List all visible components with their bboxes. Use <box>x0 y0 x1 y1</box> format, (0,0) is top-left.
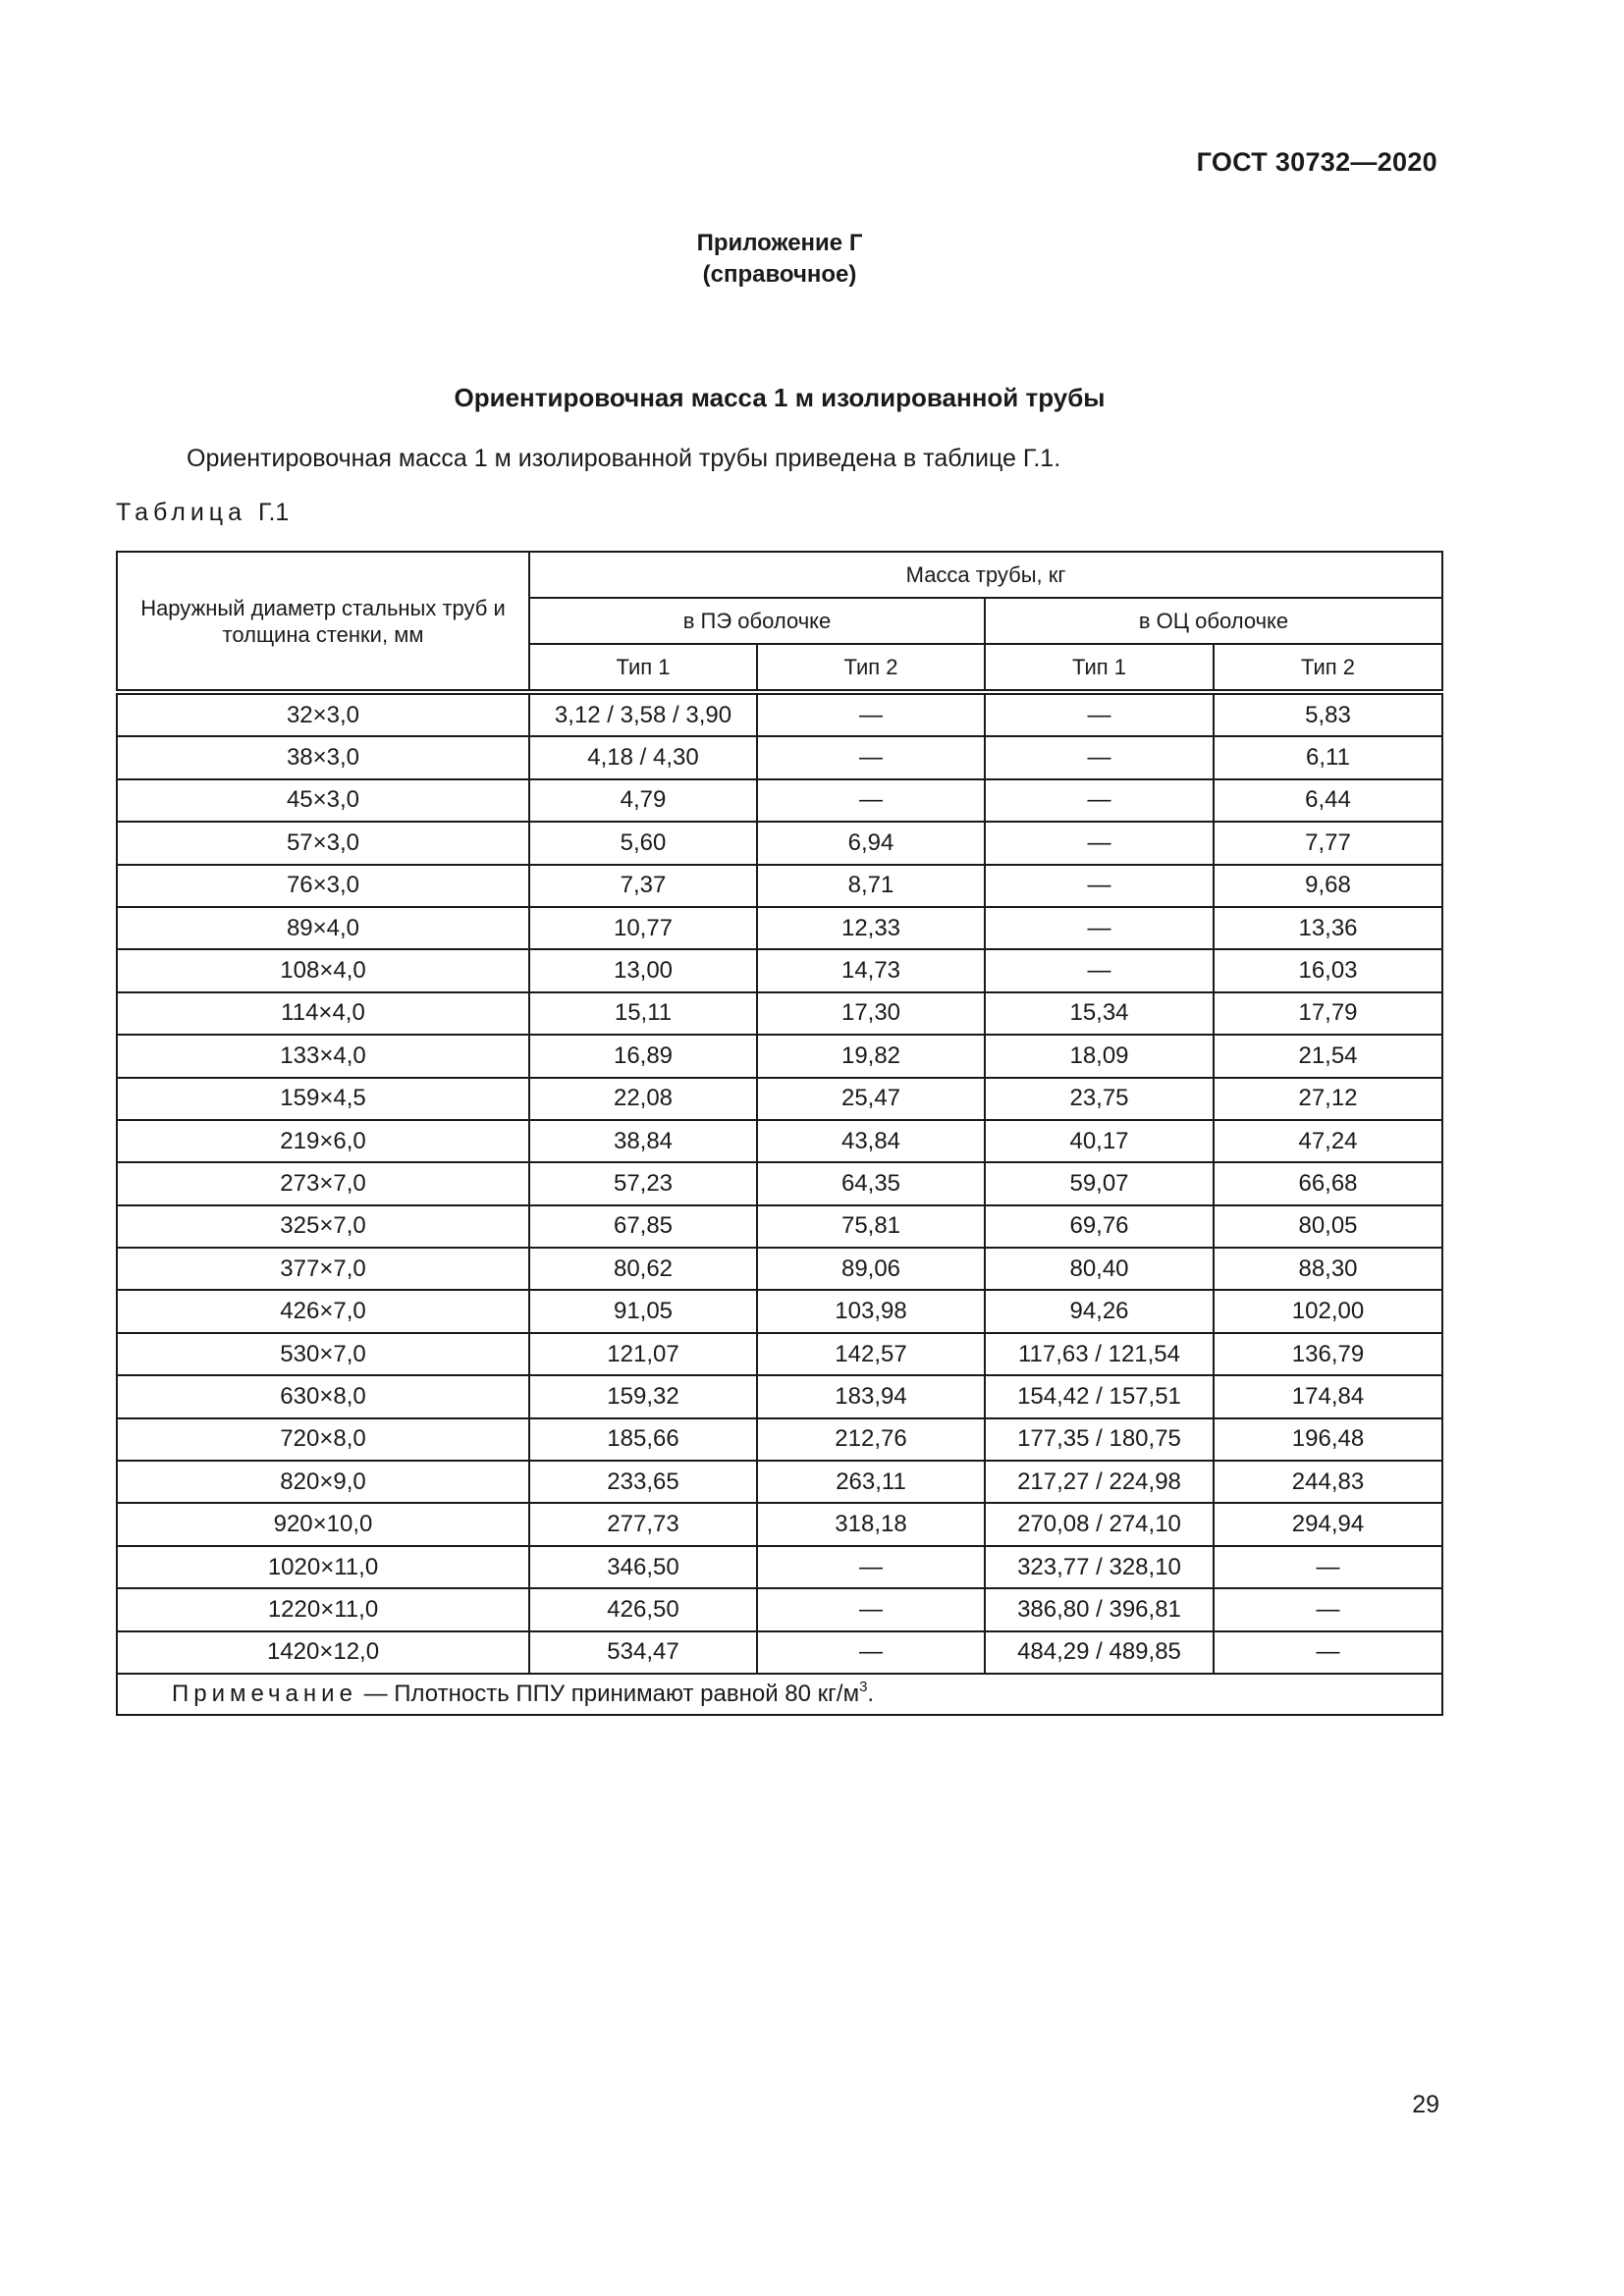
table-row <box>117 1588 1442 1630</box>
cell-oc-type1: 386,80 / 396,81 <box>985 1588 1214 1630</box>
cell-pe-type1: 22,08 <box>529 1078 757 1120</box>
cell-pipe-size: 219×6,0 <box>117 1120 529 1162</box>
cell-oc-type1: 80,40 <box>985 1248 1214 1290</box>
cell-pipe-size: 38×3,0 <box>117 736 529 778</box>
intro-paragraph: Ориентировочная масса 1 м изолированной трубы приведена в таблице Г.1. <box>187 445 1061 472</box>
cell-oc-type1: — <box>985 822 1214 864</box>
cell-pe-type1: 16,89 <box>529 1035 757 1077</box>
header-pe-type1: Тип 1 <box>529 644 757 692</box>
table-row <box>117 1503 1442 1545</box>
cell-pe-type1: 5,60 <box>529 822 757 864</box>
header-mass-group: Масса трубы, кг <box>529 552 1442 598</box>
table-row <box>117 1333 1442 1375</box>
cell-oc-type1: 154,42 / 157,51 <box>985 1375 1214 1417</box>
cell-pipe-size: 1020×11,0 <box>117 1546 529 1588</box>
table-row <box>117 1078 1442 1120</box>
table-row <box>117 1290 1442 1332</box>
cell-pipe-size: 108×4,0 <box>117 949 529 991</box>
cell-oc-type1: 59,07 <box>985 1162 1214 1204</box>
cell-pe-type1: 38,84 <box>529 1120 757 1162</box>
cell-pe-type1: 159,32 <box>529 1375 757 1417</box>
appendix-title: Приложение Г <box>696 230 863 256</box>
cell-pe-type1: 4,18 / 4,30 <box>529 736 757 778</box>
cell-pe-type2: 14,73 <box>757 949 985 991</box>
table-row <box>117 949 1442 991</box>
cell-pipe-size: 159×4,5 <box>117 1078 529 1120</box>
cell-pipe-size: 630×8,0 <box>117 1375 529 1417</box>
cell-pe-type2: — <box>757 779 985 822</box>
cell-pipe-size: 820×9,0 <box>117 1461 529 1503</box>
table-row <box>117 1631 1442 1674</box>
cell-oc-type1: 217,27 / 224,98 <box>985 1461 1214 1503</box>
table-row <box>117 1162 1442 1204</box>
cell-oc-type1: 69,76 <box>985 1205 1214 1248</box>
cell-oc-type2: 88,30 <box>1214 1248 1442 1290</box>
cell-pe-type1: 57,23 <box>529 1162 757 1204</box>
cell-pipe-size: 45×3,0 <box>117 779 529 822</box>
cell-pipe-size: 530×7,0 <box>117 1333 529 1375</box>
table-body <box>117 692 1442 1715</box>
cell-oc-type1: — <box>985 949 1214 991</box>
cell-pe-type1: 121,07 <box>529 1333 757 1375</box>
cell-oc-type2: 174,84 <box>1214 1375 1442 1417</box>
cell-pipe-size: 720×8,0 <box>117 1418 529 1461</box>
table-row <box>117 1120 1442 1162</box>
table-row <box>117 1418 1442 1461</box>
cell-oc-type1: — <box>985 865 1214 907</box>
cell-pe-type1: 185,66 <box>529 1418 757 1461</box>
table-row <box>117 1248 1442 1290</box>
table-row <box>117 865 1442 907</box>
table-row <box>117 992 1442 1035</box>
cell-pe-type2: — <box>757 1631 985 1674</box>
cell-pe-type2: 19,82 <box>757 1035 985 1077</box>
table-note-row <box>117 1674 1442 1715</box>
note-label: Примечание <box>172 1680 357 1707</box>
table-row <box>117 1205 1442 1248</box>
cell-pipe-size: 377×7,0 <box>117 1248 529 1290</box>
pipe-mass-table <box>116 551 1443 1716</box>
table-caption-number: Г.1 <box>257 499 290 526</box>
cell-oc-type2: 13,36 <box>1214 907 1442 949</box>
cell-oc-type2: 5,83 <box>1214 692 1442 736</box>
cell-oc-type2: — <box>1214 1631 1442 1674</box>
table-caption-label: Таблица <box>116 499 247 526</box>
cell-pipe-size: 57×3,0 <box>117 822 529 864</box>
appendix-heading <box>0 228 1559 291</box>
cell-pipe-size: 426×7,0 <box>117 1290 529 1332</box>
cell-pe-type2: 12,33 <box>757 907 985 949</box>
cell-pe-type2: 6,94 <box>757 822 985 864</box>
cell-pe-type1: 67,85 <box>529 1205 757 1248</box>
cell-oc-type1: 94,26 <box>985 1290 1214 1332</box>
cell-pe-type2: 43,84 <box>757 1120 985 1162</box>
cell-pe-type1: 13,00 <box>529 949 757 991</box>
cell-pe-type2: — <box>757 736 985 778</box>
cell-oc-type2: 7,77 <box>1214 822 1442 864</box>
cell-oc-type2: 80,05 <box>1214 1205 1442 1248</box>
standard-code: ГОСТ 30732—2020 <box>1196 147 1437 177</box>
cell-pe-type1: 15,11 <box>529 992 757 1035</box>
cell-pe-type1: 10,77 <box>529 907 757 949</box>
cell-pipe-size: 89×4,0 <box>117 907 529 949</box>
cell-pe-type1: 233,65 <box>529 1461 757 1503</box>
cell-oc-type2: 47,24 <box>1214 1120 1442 1162</box>
cell-pipe-size: 32×3,0 <box>117 692 529 736</box>
note-end: . <box>867 1680 875 1707</box>
cell-oc-type1: — <box>985 907 1214 949</box>
cell-oc-type1: 15,34 <box>985 992 1214 1035</box>
table-row <box>117 1035 1442 1077</box>
cell-pipe-size: 273×7,0 <box>117 1162 529 1204</box>
header-pipe-size: Наружный диаметр стальных труб и толщина стенки, мм <box>117 552 529 692</box>
cell-pe-type2: — <box>757 692 985 736</box>
table-row <box>117 779 1442 822</box>
cell-oc-type2: — <box>1214 1588 1442 1630</box>
cell-pe-type1: 534,47 <box>529 1631 757 1674</box>
cell-oc-type2: 21,54 <box>1214 1035 1442 1077</box>
table-row <box>117 1546 1442 1588</box>
cell-pipe-size: 114×4,0 <box>117 992 529 1035</box>
cell-oc-type2: 244,83 <box>1214 1461 1442 1503</box>
header-pe-type2: Тип 2 <box>757 644 985 692</box>
cell-pe-type2: — <box>757 1546 985 1588</box>
cell-oc-type2: 16,03 <box>1214 949 1442 991</box>
cell-pe-type2: 64,35 <box>757 1162 985 1204</box>
cell-oc-type1: 117,63 / 121,54 <box>985 1333 1214 1375</box>
table-row <box>117 822 1442 864</box>
cell-pipe-size: 1220×11,0 <box>117 1588 529 1630</box>
cell-oc-type2: 9,68 <box>1214 865 1442 907</box>
header-oc-group: в ОЦ оболочке <box>985 598 1442 644</box>
cell-oc-type1: 40,17 <box>985 1120 1214 1162</box>
cell-oc-type2: 6,11 <box>1214 736 1442 778</box>
table-row <box>117 736 1442 778</box>
cell-pe-type1: 346,50 <box>529 1546 757 1588</box>
cell-oc-type2: 6,44 <box>1214 779 1442 822</box>
cell-pipe-size: 920×10,0 <box>117 1503 529 1545</box>
cell-oc-type1: 484,29 / 489,85 <box>985 1631 1214 1674</box>
cell-oc-type1: 323,77 / 328,10 <box>985 1546 1214 1588</box>
cell-oc-type1: — <box>985 779 1214 822</box>
table-caption <box>116 499 289 527</box>
cell-pipe-size: 1420×12,0 <box>117 1631 529 1674</box>
note-text: — Плотность ППУ принимают равной 80 кг/м <box>356 1680 860 1707</box>
cell-oc-type1: 23,75 <box>985 1078 1214 1120</box>
cell-oc-type1: 177,35 / 180,75 <box>985 1418 1214 1461</box>
cell-oc-type1: 270,08 / 274,10 <box>985 1503 1214 1545</box>
cell-pe-type1: 80,62 <box>529 1248 757 1290</box>
cell-pe-type2: — <box>757 1588 985 1630</box>
cell-pe-type1: 91,05 <box>529 1290 757 1332</box>
cell-oc-type1: — <box>985 692 1214 736</box>
table-row <box>117 1461 1442 1503</box>
appendix-kind: (справочное) <box>702 261 857 288</box>
cell-pe-type2: 25,47 <box>757 1078 985 1120</box>
cell-oc-type2: 17,79 <box>1214 992 1442 1035</box>
table-header <box>117 552 1442 692</box>
cell-pe-type1: 4,79 <box>529 779 757 822</box>
cell-pe-type2: 212,76 <box>757 1418 985 1461</box>
cell-pe-type2: 8,71 <box>757 865 985 907</box>
cell-oc-type2: 27,12 <box>1214 1078 1442 1120</box>
header-oc-type2: Тип 2 <box>1214 644 1442 692</box>
cell-pe-type1: 3,12 / 3,58 / 3,90 <box>529 692 757 736</box>
cell-pe-type2: 183,94 <box>757 1375 985 1417</box>
header-pe-group: в ПЭ оболочке <box>529 598 985 644</box>
page-number: 29 <box>1412 2091 1439 2118</box>
cell-pe-type2: 263,11 <box>757 1461 985 1503</box>
cell-pipe-size: 76×3,0 <box>117 865 529 907</box>
cell-pe-type2: 142,57 <box>757 1333 985 1375</box>
cell-oc-type1: — <box>985 736 1214 778</box>
cell-oc-type2: 102,00 <box>1214 1290 1442 1332</box>
cell-oc-type2: — <box>1214 1546 1442 1588</box>
table-row <box>117 907 1442 949</box>
cell-pe-type2: 75,81 <box>757 1205 985 1248</box>
cell-pe-type2: 318,18 <box>757 1503 985 1545</box>
cell-pipe-size: 133×4,0 <box>117 1035 529 1077</box>
cell-pe-type1: 7,37 <box>529 865 757 907</box>
cell-pe-type1: 426,50 <box>529 1588 757 1630</box>
cell-pe-type2: 89,06 <box>757 1248 985 1290</box>
table-note <box>117 1674 1442 1715</box>
cell-pe-type2: 17,30 <box>757 992 985 1035</box>
cell-oc-type2: 294,94 <box>1214 1503 1442 1545</box>
cell-pe-type1: 277,73 <box>529 1503 757 1545</box>
note-superscript: 3 <box>859 1678 868 1695</box>
cell-pe-type2: 103,98 <box>757 1290 985 1332</box>
cell-oc-type2: 196,48 <box>1214 1418 1442 1461</box>
cell-oc-type2: 136,79 <box>1214 1333 1442 1375</box>
cell-oc-type1: 18,09 <box>985 1035 1214 1077</box>
cell-oc-type2: 66,68 <box>1214 1162 1442 1204</box>
table-row <box>117 692 1442 736</box>
header-oc-type1: Тип 1 <box>985 644 1214 692</box>
section-title: Ориентировочная масса 1 м изолированной трубы <box>454 383 1106 412</box>
cell-pipe-size: 325×7,0 <box>117 1205 529 1248</box>
table-row <box>117 1375 1442 1417</box>
